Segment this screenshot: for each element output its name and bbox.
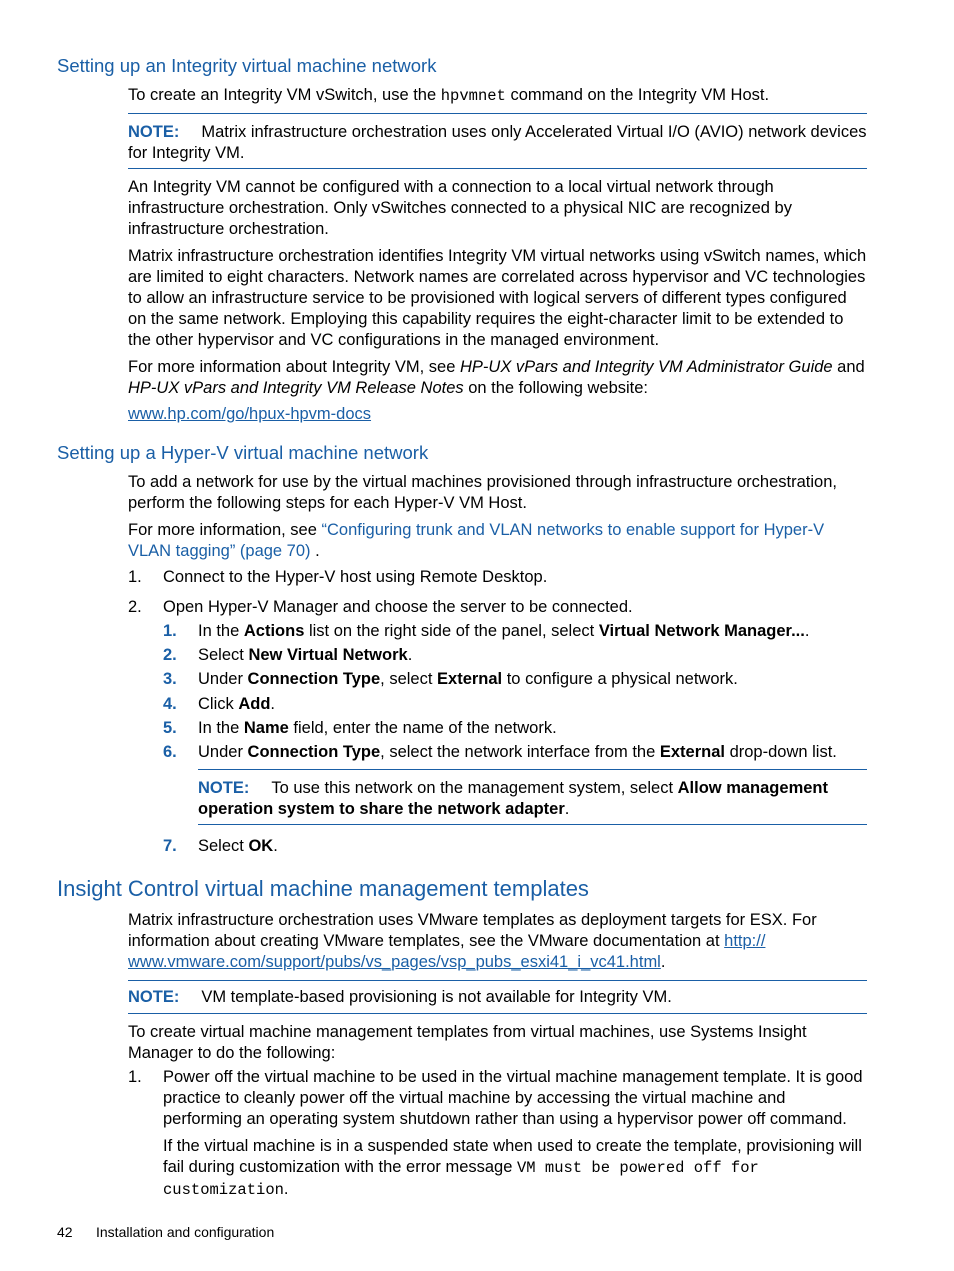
integrity-intro: [128, 85, 868, 107]
external-ui-term: External: [437, 670, 503, 688]
allow-management-ui-term: Allow management operation system to share the network adapter: [198, 779, 828, 818]
substep-number: 4.: [163, 695, 177, 713]
note-text: VM template-based provisioning is not available for Integrity VM.: [201, 988, 672, 1006]
substep-text: Select: [198, 646, 249, 664]
insight-note: [128, 980, 867, 1014]
hyperv-more-info: [128, 520, 868, 562]
hyperv-substep-7: [198, 836, 868, 857]
more-info-end: .: [310, 542, 320, 560]
insight-para: To create virtual machine management templates from virtual machines, use Systems Insight Manager to do the following:: [128, 1023, 807, 1062]
para3-and: and: [832, 358, 865, 376]
hyperv-heading: Setting up a Hyper-V virtual machine network: [57, 442, 429, 463]
substep-text: In the: [198, 622, 244, 640]
insight-intro-text: Matrix infrastructure orchestration uses VMware templates as deployment targets for ESX. For information about creating VMware templates, see the VMware documentation at: [128, 911, 817, 950]
integrity-heading: Setting up an Integrity virtual machine network: [57, 55, 437, 76]
connection-type-ui-term: Connection Type: [247, 743, 381, 761]
insight-intro: [128, 910, 868, 973]
substep-text: Select: [198, 837, 249, 855]
step-number: 1.: [128, 1068, 142, 1086]
hyperv-substep-5: [198, 718, 868, 739]
insight-step-1-para2: [163, 1136, 868, 1201]
hyperv-step-2: Open Hyper-V Manager and choose the server to be connected.: [163, 598, 633, 616]
substep-text: field, enter the name of the network.: [288, 719, 557, 737]
page-number: 42: [57, 1224, 73, 1240]
release-notes-title: HP-UX vPars and Integrity VM Release Notes: [128, 379, 464, 397]
insight-step-1: Power off the virtual machine to be used in the virtual machine management template. It is good practice to cleanly power off the virtual machine by accessing the virtual machine and performing an operating system shutdown rather than using a hypervisor power off command.: [163, 1068, 863, 1128]
note-label: NOTE:: [198, 779, 250, 797]
substep-text: to configure a physical network.: [502, 670, 738, 688]
external-ui-term: External: [659, 743, 725, 761]
insight-intro-end: .: [660, 953, 666, 971]
footer-section-title: Installation and configuration: [96, 1224, 275, 1240]
substep-text: Under: [198, 743, 248, 761]
connection-type-ui-term: Connection Type: [247, 670, 381, 688]
substep-text: , select: [380, 670, 438, 688]
step-number: 1.: [128, 568, 142, 586]
para3-end: on the following website:: [463, 379, 649, 397]
insight-heading: Insight Control virtual machine management templates: [57, 876, 589, 901]
substep-number: 5.: [163, 719, 177, 737]
note-text: Matrix infrastructure orchestration uses only Accelerated Virtual I/O (AVIO) network devices for Integrity VM.: [128, 123, 867, 162]
virtual-network-manager-ui-term: Virtual Network Manager...: [598, 622, 805, 640]
hyperv-step-1: Connect to the Hyper-V host using Remote Desktop.: [163, 568, 548, 586]
hyperv-note: [198, 769, 867, 825]
substep-text: Under: [198, 670, 248, 688]
hpvmnet-command: hpvmnet: [440, 87, 506, 105]
actions-ui-term: Actions: [243, 622, 305, 640]
integrity-para1: An Integrity VM cannot be configured with a connection to a local virtual network through infrastructure orchestration. Only vSwitches connected to a physical NIC are recognized by infrastructure orchestration.: [128, 178, 792, 238]
substep-text: In the: [198, 719, 244, 737]
hyperv-substep-4: [198, 694, 868, 715]
vlan-tagging-xref-link[interactable]: “Configuring trunk and VLAN networks to enable support for Hyper-V VLAN tagging” (page 70): [128, 521, 825, 560]
hyperv-substep-1: [198, 621, 868, 642]
substep-number: 6.: [163, 743, 177, 761]
substep-number: 2.: [163, 646, 177, 664]
new-virtual-network-ui-term: New Virtual Network: [248, 646, 408, 664]
integrity-intro-text-end: command on the Integrity VM Host.: [505, 86, 770, 104]
para3-text: For more information about Integrity VM, see: [128, 358, 460, 376]
substep-text: drop-down list.: [725, 743, 837, 761]
integrity-note: [128, 113, 867, 169]
hpvm-docs-link[interactable]: www.hp.com/go/hpux-hpvm-docs: [128, 405, 372, 423]
hyperv-substep-2: [198, 645, 868, 666]
integrity-para3: [128, 357, 868, 399]
hyperv-intro: To add a network for use by the virtual machines provisioned through infrastructure orchestration, perform the following steps for each Hyper-V VM Host.: [128, 473, 837, 512]
step1-para2-end: .: [283, 1180, 289, 1198]
hyperv-substep-3: [198, 669, 868, 690]
hpvm-docs-link-line: [128, 404, 868, 425]
note-text: To use this network on the management system, select: [271, 779, 678, 797]
substep-number: 3.: [163, 670, 177, 688]
note-label: NOTE:: [128, 123, 180, 141]
substep-number: 7.: [163, 837, 177, 855]
hyperv-substep-6: [198, 742, 868, 763]
substep-text: .: [407, 646, 413, 664]
substep-text: .: [804, 622, 810, 640]
integrity-intro-text: To create an Integrity VM vSwitch, use the: [128, 86, 441, 104]
substep-text: Click: [198, 695, 239, 713]
substep-text: .: [270, 695, 276, 713]
vmware-docs-link[interactable]: http:// www.vmware.com/support/pubs/vs_pages/vsp_pubs_esxi41_i_vc41.html: [128, 932, 766, 971]
step-number: 2.: [128, 598, 142, 616]
substep-number: 1.: [163, 622, 177, 640]
ok-ui-term: OK: [248, 837, 274, 855]
add-ui-term: Add: [238, 695, 271, 713]
substep-text: .: [273, 837, 278, 855]
integrity-para2: Matrix infrastructure orchestration identifies Integrity VM virtual networks using vSwitch names, which are limited to eight characters. Network names are correlated across hypervisor and VC technologies to allow an infrastructure service to be provisioned with logical servers of different types configured on the same network. Employing this capability requires the eight-character limit to be extended to the other hypervisor and VC configurations in the managed environment.: [128, 247, 867, 349]
error-message-code: VM must be powered off for customization: [163, 1159, 759, 1199]
note-label: NOTE:: [128, 988, 180, 1006]
name-ui-term: Name: [243, 719, 289, 737]
admin-guide-title: HP-UX vPars and Integrity VM Administrator Guide: [459, 358, 833, 376]
more-info-text: For more information, see: [128, 521, 322, 539]
note-text-end: .: [564, 800, 570, 818]
substep-text: , select the network interface from the: [380, 743, 660, 761]
substep-text: list on the right side of the panel, select: [304, 622, 599, 640]
step1-para2-text: If the virtual machine is in a suspended state when used to create the template, provisioning will fail during customization with the error message: [163, 1137, 862, 1176]
